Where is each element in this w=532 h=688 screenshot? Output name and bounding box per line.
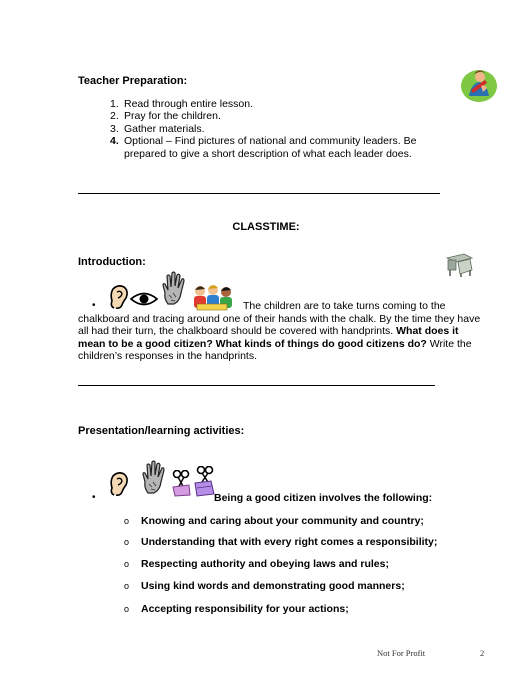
intro-text-plain-end: Write the children’s responses in the handprints. [78,337,472,363]
intro-bullet: • [92,300,96,311]
sub-marker: o [124,581,130,591]
prep-item: 4. Optional – Find pictures of national and community leaders. Be prepared to give a short description of what each leader does. [110,135,417,160]
sub-marker: o [124,559,130,569]
teacher-prep-heading: Teacher Preparation: [78,75,188,87]
footer-label: Not For Profit [377,648,426,658]
list-item-text: Understanding that with every right comes a responsibility; [141,536,438,548]
page-number: 2 [480,648,485,658]
praying-person-icon [459,66,499,104]
divider [78,385,435,386]
list-item [124,580,405,592]
divider [78,193,440,194]
classtime-heading: CLASSTIME: [232,221,300,233]
list-item-text: Using kind words and demonstrating good manners; [141,580,405,592]
prep-item: 1. Read through entire lesson. [110,98,253,110]
presentation-bullet: • [92,492,96,503]
prep-item: 2. Pray for the children. [110,110,221,123]
sub-marker: o [124,604,130,614]
list-item [124,603,349,615]
hand-icon [140,460,168,494]
list-item [124,536,438,548]
glue-icon [193,466,215,498]
presentation-lead: Being a good citizen involves the following: [214,492,433,504]
sub-marker: o [124,516,130,526]
list-item [124,558,389,570]
ear-icon [108,470,130,498]
list-item [124,515,424,527]
presentation-heading: Presentation/learning activities: [78,425,245,437]
sub-marker: o [124,537,130,547]
intro-text-plain: The children are to take turns coming to the chalkboard and tracing around one of their hands with the chalk. By the time they have all had their turn, the chalkboard should be covered with handprints. [78,300,481,338]
scissors-icon [170,470,192,498]
list-item-text: Knowing and caring about your community and country; [141,515,424,527]
list-item-text: Accepting responsibility for your actions; [141,603,349,615]
intro-text-question: What does it mean to be a good citizen? What kinds of things do good citizens do? [78,325,459,350]
list-item-text: Respecting authority and obeying laws and rules; [141,558,389,570]
citizenship-list [124,515,461,625]
prep-item: 3. Gather materials. [110,122,205,135]
introduction-text [78,300,488,363]
introduction-heading: Introduction: [78,256,146,268]
teacher-prep-list [110,98,430,160]
desk-icon [444,250,476,278]
